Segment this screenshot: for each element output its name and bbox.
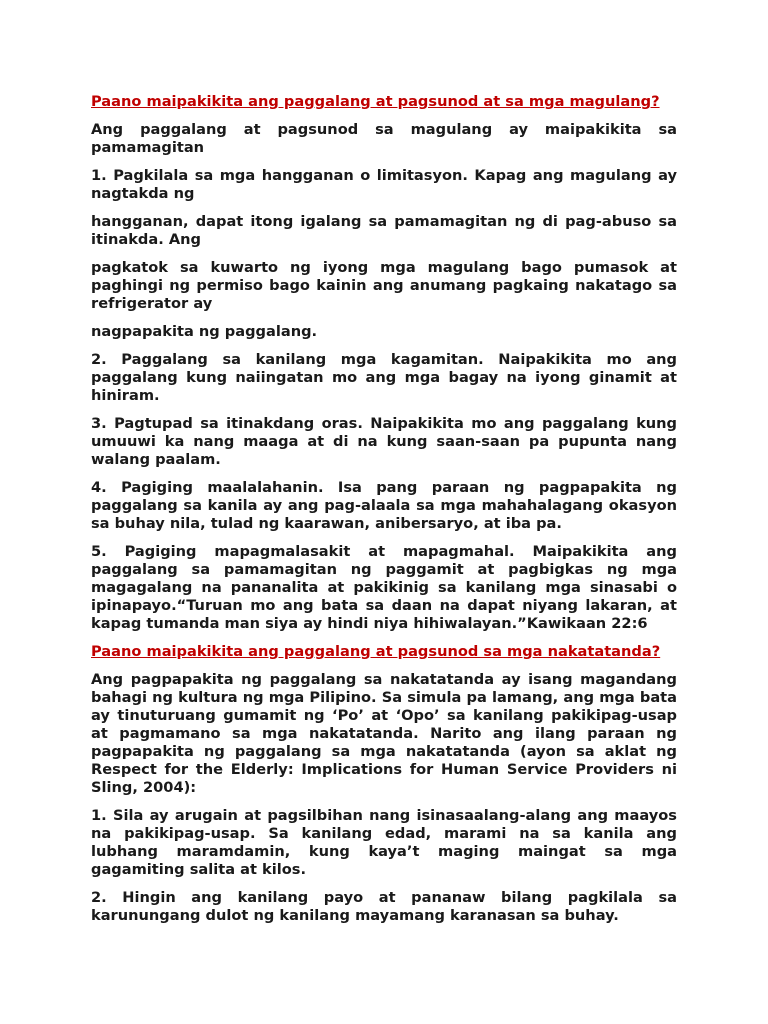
elder-item-2: 2. Hingin ang kanilang payo at pananaw bilang pagkilala sa karunungang dulot ng kanilang mayamang karanasan sa buhay. <box>91 889 677 924</box>
item-2: 2. Paggalang sa kanilang mga kagamitan. Naipakikita mo ang paggalang kung naiingatan mo ang mga bagay na iyong ginamit at hiniram. <box>91 351 677 404</box>
intro-parents: Ang paggalang at pagsunod sa magulang ay maipakikita sa pamamagitan <box>91 121 677 156</box>
intro-elders: Ang pagpapakita ng paggalang sa nakatatanda ay isang magandang bahagi ng kultura ng mga Pilipino. Sa simula pa lamang, ang mga bata ay tinuturuang gumamit ng ‘Po’ at ‘Opo’ sa kanilang pakikipag-usap at pagmamano sa mga nakatatanda. Narito ang ilang paraan ng pagpapakita ng paggalang sa mga nakatatanda (ayon sa aklat ng Respect for the Elderly: Implications for Human Service Providers ni Sling, 2004): <box>91 671 677 796</box>
heading-elders: Paano maipakikita ang paggalang at pagsunod sa mga nakatatanda? <box>91 643 661 660</box>
elder-item-1: 1. Sila ay arugain at pagsilbihan nang isinasaalang-alang ang maayos na pakikipag-usap. Sa kanilang edad, marami na sa kanila ang lubhang maramdamin, kung kaya’t maging maingat sa mga gagamiting salita at kilos. <box>91 807 677 878</box>
item-1-part-d: nagpapakita ng paggalang. <box>91 323 318 340</box>
item-4: 4. Pagiging maalalahanin. Isa pang paraan ng pagpapakita ng paggalang sa kanila ay ang pag-alaala sa mga mahahalagang okasyon sa buhay nila, tulad ng kaarawan, anibersaryo, at iba pa. <box>91 479 677 532</box>
item-5: 5. Pagiging mapagmalasakit at mapagmahal. Maipakikita ang paggalang sa pamamagitan ng paggamit at pagbigkas ng mga magagalang na pananalita at pakikinig sa kanilang mga sinasabi o ipinapayo.“Turuan mo ang bata sa daan na dapat niyang lakaran, at kapag tumanda man siya ay hindi niya hihiwalayan.”Kawikaan 22:6 <box>91 543 677 632</box>
item-1-part-c: pagkatok sa kuwarto ng iyong mga magulang bago pumasok at paghingi ng permiso bago kainin ang anumang pagkaing nakatago sa refrigerator ay <box>91 259 677 312</box>
item-1-part-b: hangganan, dapat itong igalang sa pamamagitan ng di pag-abuso sa itinakda. Ang <box>91 213 677 248</box>
item-1-part-a: 1. Pagkilala sa mga hangganan o limitasyon. Kapag ang magulang ay nagtakda ng <box>91 167 677 202</box>
heading-parents: Paano maipakikita ang paggalang at pagsunod at sa mga magulang? <box>91 93 660 110</box>
item-3: 3. Pagtupad sa itinakdang oras. Naipakikita mo ang paggalang kung umuuwi ka nang maaga at di na kung saan-saan pa pupunta nang walang paalam. <box>91 415 677 468</box>
document-page <box>91 93 677 935</box>
